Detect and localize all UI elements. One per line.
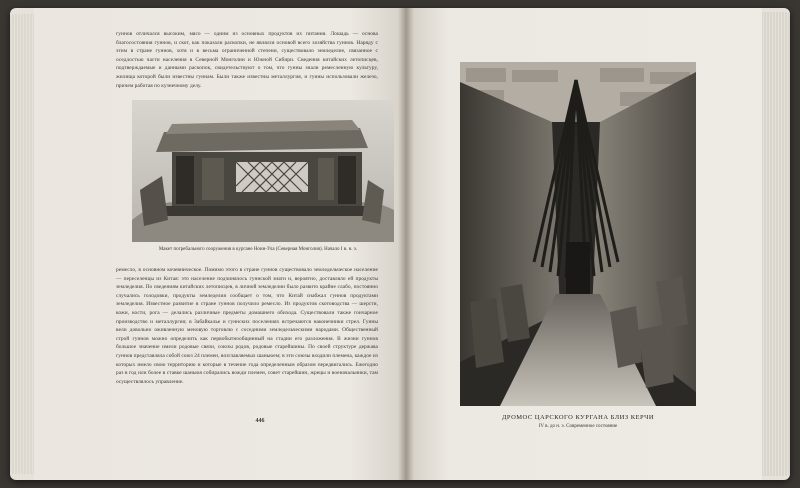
left-page-text-bottom: ремесло, в основном кочевническое. Помимо этого в стране гуннов существовало земледельческое население — переселенцы из Китая: это население подчинялось гуннской знати и, вероятно, доставляло ей продукты земледелия. По сведениям китайских летописцев, в личной земледелии было развито крайне слабо, постоянно случались голодовки, продукты земледелия сообщает о том, что Китай снабжал гуннов продуктами земледелия. Известное развитие в стране гуннов получило ремесло. Из продуктов скотоводства — шерсти, кожи, кости, рога — делались различные предметы домашнего обихода. Существовали также гончарное производство и металлургия; в Забайкалье и гуннских поселениях встречаются наконечники стрел. Гунны вели довольно оживленную меновую торговлю с соседними земледельческими народами. Общественный строй гуннов можно определить как первобытнообщинный на стадии его разложения. В жизни гуннов большое значение имели родовые связи, союзы родов, родовые старейшины. По своей структуре держава гуннов представляла собой союз 24 племен, возглавляемых шаньюем; в эти союзы входили племена, каждое из которых имело свою территорию и которые в течение года определенным образом передвигались. Ежегодно раз в год или более в ставке шаньюя собирались вожди племен, совет старейшин, жрецы и военачальники, там осуществлялось управление. [116,267,378,385]
left-page-edges [10,14,36,474]
tomb-model-photo [132,100,394,242]
right-figure-subtitle: IV в. до н. э. Современное состояние [538,424,618,429]
dromos-illustration [460,62,696,406]
right-figure-title: ДРОМОС ЦАРСКОГО КУРГАНА БЛИЗ КЕРЧИ [501,414,655,421]
left-figure-caption: Макет погребального сооружения в кургане Ноин-Ула (Северная Монголия). Начало I в. н. э. [158,247,358,252]
open-book [10,8,790,480]
tomb-model-illustration [132,100,394,242]
right-page-edges [762,12,790,476]
page-number: 446 [255,418,265,424]
left-page-text-top: гуннов отличался высоким, мясо — одним из основных продуктов их питания. Лошадь — основа благосостояния гуннов, и скот, как показали раскопки, не являлся основой всего хозяйства гуннов. Наряду с этим в стране гуннов, хотя и в весьма ограниченной степени, существовало земледелие, связанное с оседлостью части населения в Северной Монголии и Южной Сибири. Сведения китайских летописцев, подтверждаемые и данными раскопок, свидетельствуют о том, что гунны знали ремесленную культуру, жилища которой были известны гуннам. Были также известны металлургия, и гунны использовали железо, причем работая по кузнечному делу. [116,31,378,89]
dromos-photo [460,62,696,406]
book-gutter [398,8,414,480]
